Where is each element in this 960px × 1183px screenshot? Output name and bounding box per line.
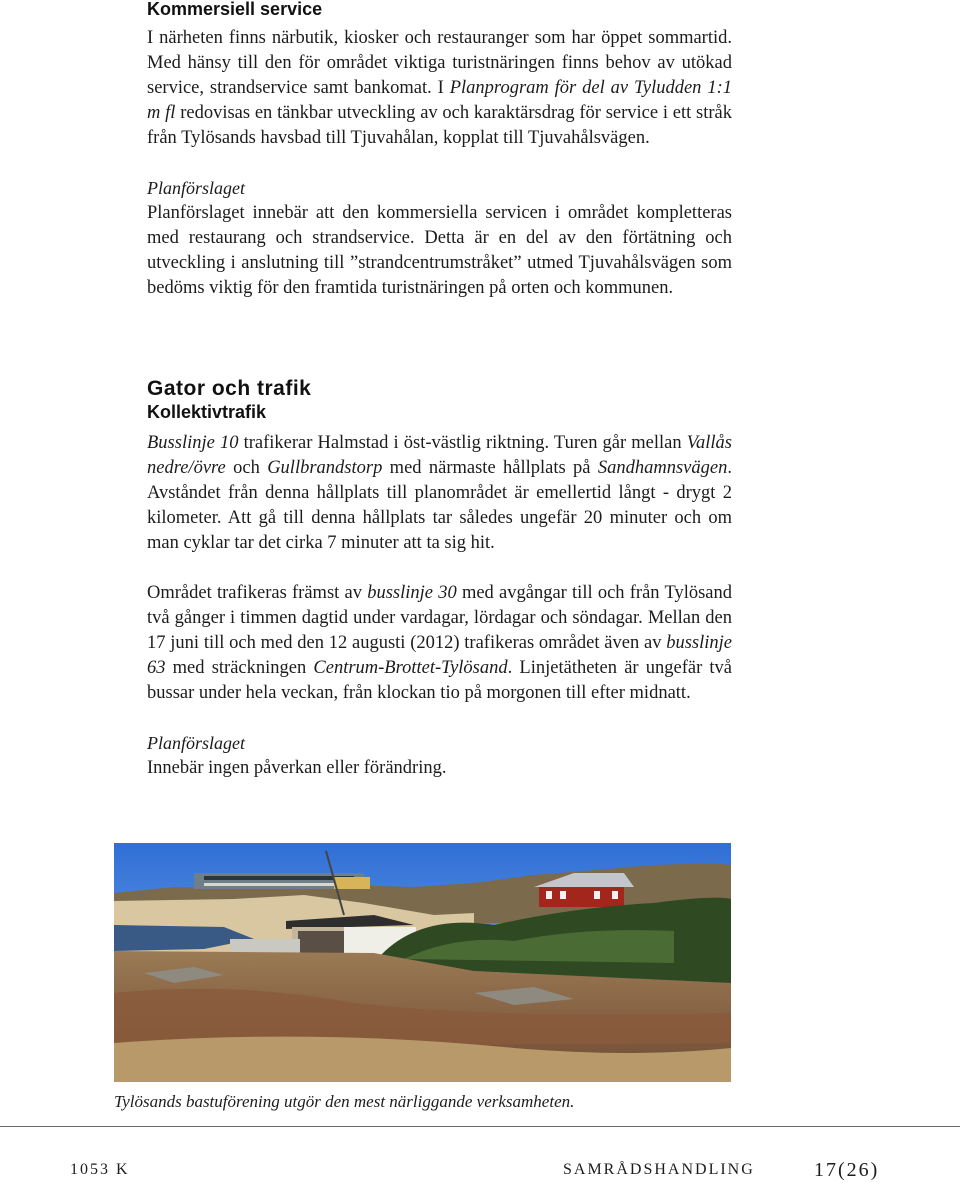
text-run: . Avståndet från denna hållplats till planområdet är emellertid långt - drygt 2 kilometer. Att gå till denna hållplats tar således ungefär 20 minuter och om man cyklar tar det cirka 7 minuter att ta sig hit. — [147, 458, 732, 553]
paragraph — [147, 581, 732, 706]
text-run: I närheten finns närbutik, kiosker och restauranger som har öppet sommartid. Med hänsy till den för området viktiga turistnäringen finns behov av utökad service, strandservice samt bankomat. I — [147, 28, 732, 98]
stop-name: Gullbrandstorp — [267, 458, 383, 478]
bus-line: busslinje 30 — [367, 583, 457, 603]
footer-project-code: 1053 K — [70, 1161, 130, 1178]
text-run: . Linjetätheten är ungefär två bussar under hela veckan, från klockan tio på morgonen till efter midnatt. — [147, 658, 732, 703]
photo-caption: Tylösands bastuförening utgör den mest närliggande verksamheten. — [114, 1092, 575, 1111]
section-heading: Kommersiell service — [147, 0, 323, 19]
section-traffic — [147, 377, 732, 781]
paragraph — [147, 26, 732, 151]
landscape-photo — [114, 843, 731, 1082]
text-run: och — [225, 458, 268, 478]
text-run: med närmaste hållplats på — [382, 458, 598, 478]
photo-sauna-club — [114, 843, 731, 1082]
section-heading: Gator och trafik — [147, 377, 312, 400]
text-run: med sträckningen — [165, 658, 314, 678]
text-run: trafikerar Halmstad i öst-västlig riktning. Turen går mellan — [238, 433, 687, 453]
footer-divider — [0, 1126, 960, 1127]
subheading: Planförslaget — [147, 733, 245, 753]
paragraph: Planförslaget innebär att den kommersiella servicen i området kompletteras med restaurang och strandservice. Detta är en del av den förtätning och utveckling i anslutning till ”strandcentrumstråket” utmed Tjuvahålsvägen som bedöms viktig för den framtida turistnäringen på orten och kommunen. — [147, 203, 732, 298]
page-number: 17(26) — [814, 1159, 880, 1181]
paragraph — [147, 431, 732, 556]
route-name: Centrum-Brottet-Tylösand — [313, 658, 508, 678]
bus-line: Busslinje 10 — [147, 433, 239, 453]
footer-document-type: SAMRÅDSHANDLING — [563, 1161, 755, 1178]
stop-name: Vallås nedre/övre — [147, 433, 732, 478]
section-commercial-service — [147, 0, 732, 301]
plan-reference: Planprogram för del av Tyludden 1:1 m fl — [147, 78, 732, 123]
bus-line: busslinje 63 — [147, 633, 732, 678]
text-run: Området trafikeras främst av — [147, 583, 368, 603]
stop-name: Sandhamnsvägen — [597, 458, 728, 478]
text-run: med avgångar till och från Tylösand två gånger i timmen dagtid under vardagar, lördagar och söndagar. Mellan den 17 juni till och med den 12 augusti (2012) trafikeras området även av — [147, 583, 732, 653]
section-subheading: Kollektivtrafik — [147, 402, 267, 422]
subheading: Planförslaget — [147, 178, 245, 198]
paragraph: Innebär ingen påverkan eller förändring. — [147, 758, 447, 778]
text-run: redovisas en tänkbar utveckling av och karaktärsdrag för service i ett stråk från Tylösands havsbad till Tjuvahålan, kopplat till Tjuvahålsvägen. — [147, 103, 732, 148]
